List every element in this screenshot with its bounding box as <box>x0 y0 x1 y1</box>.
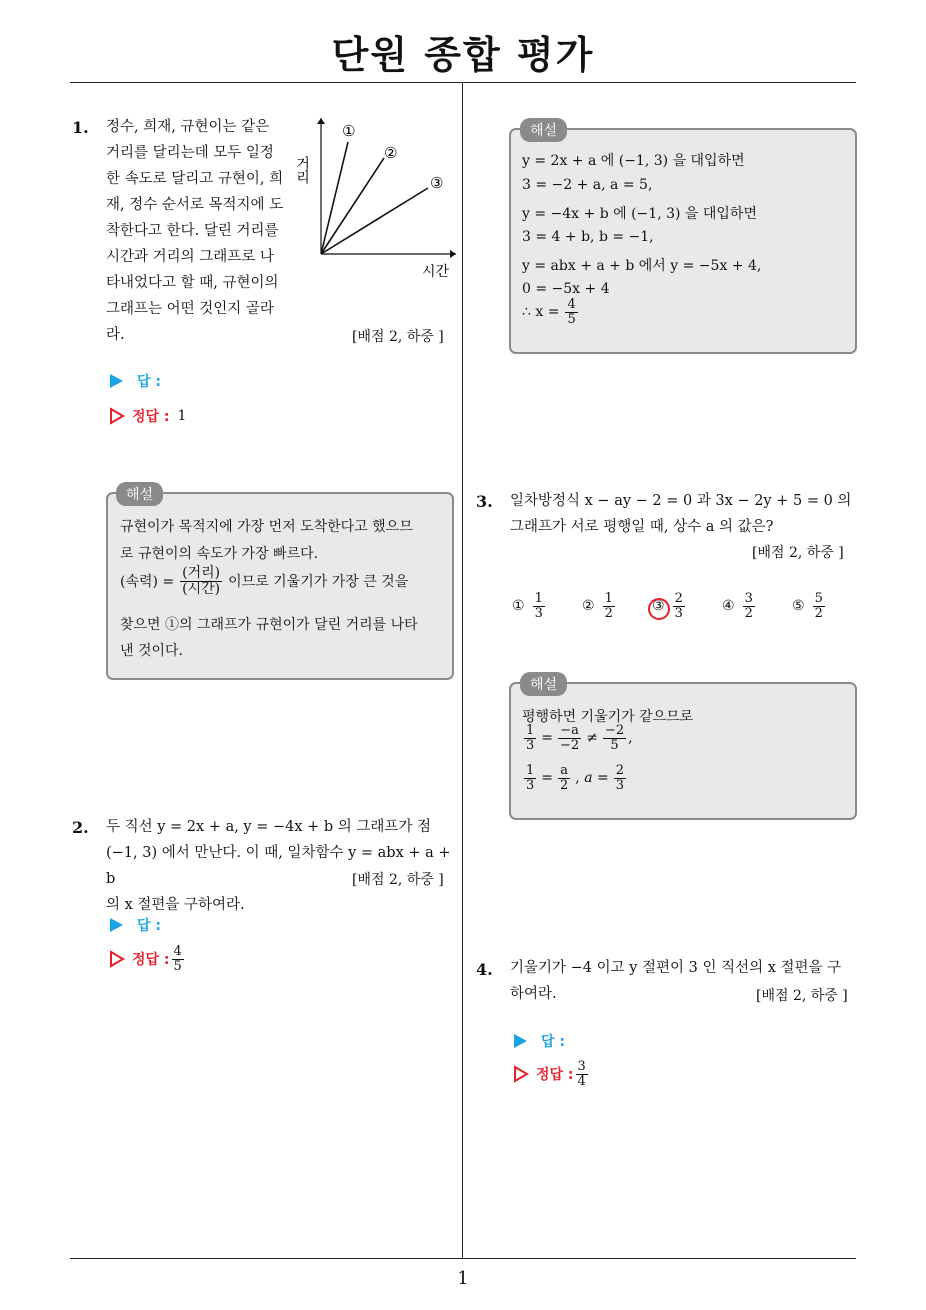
fraction <box>614 764 626 792</box>
choice-fraction <box>813 592 825 620</box>
q1-line: 그래프는 어떤 것인지 골라라. <box>106 301 274 343</box>
speed-prefix: (속력) = <box>120 574 175 591</box>
q2-expl-line: 3 = 4 + b, b = −1, <box>522 229 654 245</box>
fraction-denominator: 4 <box>577 1073 586 1089</box>
choice-fraction <box>673 592 685 620</box>
choice-fraction <box>743 592 755 620</box>
q2-expl-line: y = −4x + b 에 (−1, 3) 을 대입하면 <box>522 206 757 222</box>
q3-expl-line: 평행하면 기울기가 같으므로 <box>522 709 694 725</box>
choice-4[interactable] <box>722 592 757 620</box>
page-title: 단원 종합 평가 <box>331 33 595 77</box>
page-number: 1 <box>457 1268 469 1289</box>
choice-mark: ⑤ <box>792 598 805 615</box>
q4-line: 기울기가 −4 이고 y 절편이 3 인 직선의 x 절편을 구 <box>510 960 842 976</box>
speed-fraction-numerator: (거리) <box>182 565 221 581</box>
q1-expl-line: 규현이가 목적지에 가장 먼저 도착한다고 했으므 <box>120 519 413 535</box>
y-axis-arrow <box>317 118 325 124</box>
q4-line: 하여라. <box>510 986 557 1002</box>
fraction <box>524 764 536 792</box>
question-4-meta: [배점 2, 하중 ] <box>756 988 848 1004</box>
fraction-numerator: 2 <box>674 591 683 606</box>
question-4-answer-row <box>514 1031 565 1051</box>
fraction-denominator: 2 <box>744 605 753 621</box>
fraction-denominator: 3 <box>526 777 535 793</box>
explanation-tag: 해설 <box>520 672 567 696</box>
fraction-numerator: a <box>560 763 569 778</box>
q3-expl-eq2: $\frac{1}{3}$ = $\frac{a}{2}$ , a = $\frac{2}{3}$ <box>526 763 625 793</box>
q1-line: 정수, 희재, 규현이는 같은 <box>106 119 270 135</box>
fraction-numerator: 5 <box>814 591 823 606</box>
question-3-text <box>510 488 860 540</box>
fraction-denominator: −2 <box>560 737 580 753</box>
fraction <box>603 724 626 752</box>
y-axis-label: 거리 <box>294 156 310 184</box>
fraction-numerator: −a <box>560 723 579 738</box>
fraction-denominator: 2 <box>814 605 823 621</box>
play-outline-icon <box>110 408 124 424</box>
correct-label: 정답 : <box>132 952 170 969</box>
fraction-numerator: 1 <box>604 591 613 606</box>
question-2-text <box>106 814 458 918</box>
q3-line: 일차방정식 x − ay − 2 = 0 과 3x − 2y + 5 = 0 의 <box>510 493 852 509</box>
graph-line-3-label: ③ <box>430 174 444 192</box>
result-prefix: ∴ x = <box>522 304 560 321</box>
fraction-denominator: 3 <box>534 605 543 621</box>
x-axis-arrow <box>450 250 456 258</box>
graph-line-2-label: ② <box>384 144 398 162</box>
choice-fraction <box>603 592 615 620</box>
fraction-numerator: −2 <box>604 723 625 738</box>
choice-mark: ④ <box>722 598 735 615</box>
distance-time-graph <box>296 118 462 288</box>
fraction-numerator: 3 <box>744 591 753 606</box>
q1-line: 한 속도로 달리고 규현이, 희 <box>106 171 284 187</box>
answer-label: 답 : <box>137 918 161 934</box>
question-2-meta: [배점 2, 하중 ] <box>352 872 444 888</box>
q2-expl-line: y = 2x + a 에 (−1, 3) 을 대입하면 <box>522 153 745 169</box>
q3-expl-eq1: $\frac{1}{3}$ = $\frac{-a}{-2}$ ≠ $\frac{-2}{5}$ , <box>526 723 633 753</box>
answer-label: 답 : <box>541 1034 565 1050</box>
q2-line: 의 x 절편을 구하여라. <box>106 897 245 913</box>
fraction <box>558 724 581 752</box>
x-axis-label: 시간 <box>422 264 450 280</box>
choice-mark: ③ <box>652 598 665 615</box>
q1-line: 재, 정수 순서로 목적지에 도 <box>106 197 284 213</box>
question-1-text <box>106 114 288 348</box>
q2-expl-result <box>522 298 580 326</box>
play-icon <box>514 1034 527 1048</box>
play-icon <box>110 918 123 932</box>
play-outline-icon <box>110 951 124 967</box>
fraction-numerator: 4 <box>567 297 576 312</box>
fraction-numerator: 1 <box>534 591 543 606</box>
fraction-denominator: 2 <box>604 605 613 621</box>
answer-label: 답 : <box>137 374 161 390</box>
play-icon <box>110 374 123 388</box>
fraction-denominator: 3 <box>615 777 625 793</box>
column-divider <box>462 83 463 1259</box>
graph-line-3 <box>321 188 428 254</box>
footer-divider <box>70 1258 856 1259</box>
q1-expl-line: 찾으면 ①의 그래프가 규현이가 달린 거리를 나타 <box>120 617 418 633</box>
fraction-denominator: 3 <box>674 605 683 621</box>
speed-fraction <box>180 566 222 596</box>
question-1-number: 1. <box>72 118 89 137</box>
result-fraction <box>565 298 577 326</box>
question-2-answer-row <box>110 915 161 935</box>
question-4-number: 4. <box>476 960 493 979</box>
speed-fraction-denominator: (시간) <box>182 580 221 597</box>
q1-expl-speed-formula <box>120 566 408 596</box>
question-4-correct-answer <box>576 1060 588 1088</box>
fraction-denominator: 5 <box>610 737 619 753</box>
graph-line-2 <box>321 158 384 254</box>
q2-line: (−1, 3) 에서 만난다. 이 때, 일차함수 y = abx + a + b <box>106 845 451 887</box>
choice-2[interactable] <box>582 592 617 620</box>
fraction-numerator: 1 <box>526 763 535 778</box>
question-3-number: 3. <box>476 492 493 511</box>
choice-mark: ① <box>512 598 525 615</box>
question-3-meta: [배점 2, 하중 ] <box>752 545 844 561</box>
question-1-answer-row <box>110 371 161 391</box>
q1-line: 시간과 거리의 그래프로 나 <box>106 249 274 265</box>
graph-line-1-label: ① <box>342 122 356 140</box>
fraction-numerator: 4 <box>173 944 182 959</box>
question-1-correct-row <box>110 406 186 426</box>
question-2-correct-answer <box>172 945 184 973</box>
question-1-correct-answer: 1 <box>177 408 187 424</box>
correct-label: 정답 : <box>132 409 170 425</box>
choice-5[interactable] <box>792 592 827 620</box>
q1-line: 타내었다고 할 때, 규현이의 <box>106 275 279 291</box>
q1-expl-line: 낸 것이다. <box>120 643 183 659</box>
fraction <box>558 764 570 792</box>
q1-expl-line: 로 규현이의 속도가 가장 빠르다. <box>120 546 319 562</box>
q1-line: 착한다고 한다. 달린 거리를 <box>106 223 279 239</box>
speed-suffix: 이므로 기울기가 가장 큰 것을 <box>228 574 409 591</box>
choice-mark: ② <box>582 598 595 615</box>
q2-expl-line: 0 = −5x + 4 <box>522 281 610 297</box>
q3-line: 그래프가 서로 평행일 때, 상수 a 의 값은? <box>510 519 774 535</box>
question-1-meta: [배점 2, 하중 ] <box>352 329 444 345</box>
question-2-number: 2. <box>72 818 89 837</box>
graph-line-1 <box>321 142 348 254</box>
explanation-tag: 해설 <box>116 482 163 506</box>
q2-expl-line: y = abx + a + b 에서 y = −5x + 4, <box>522 258 762 274</box>
fraction-denominator: 3 <box>526 737 535 753</box>
fraction-denominator: 2 <box>560 777 569 793</box>
correct-label: 정답 : <box>536 1067 574 1084</box>
fraction-denominator: 5 <box>567 311 576 327</box>
choice-fraction <box>533 592 545 620</box>
choice-1[interactable] <box>512 592 547 620</box>
fraction <box>524 724 536 752</box>
question-2-correct-row <box>110 945 186 973</box>
fraction-denominator: 5 <box>173 958 182 974</box>
selected-choice-circle <box>648 598 670 620</box>
q1-line: 거리를 달리는데 모두 일정 <box>106 145 274 161</box>
q2-expl-line: 3 = −2 + a, a = 5, <box>522 177 653 193</box>
play-outline-icon <box>514 1066 528 1082</box>
header-divider <box>70 82 856 83</box>
fraction-numerator: 1 <box>526 723 535 738</box>
fraction-numerator: 2 <box>615 763 625 778</box>
q2-line: 두 직선 y = 2x + a, y = −4x + b 의 그래프가 점 <box>106 819 432 835</box>
question-4-correct-row <box>514 1060 590 1088</box>
fraction-numerator: 3 <box>577 1059 586 1074</box>
explanation-tag: 해설 <box>520 118 567 142</box>
